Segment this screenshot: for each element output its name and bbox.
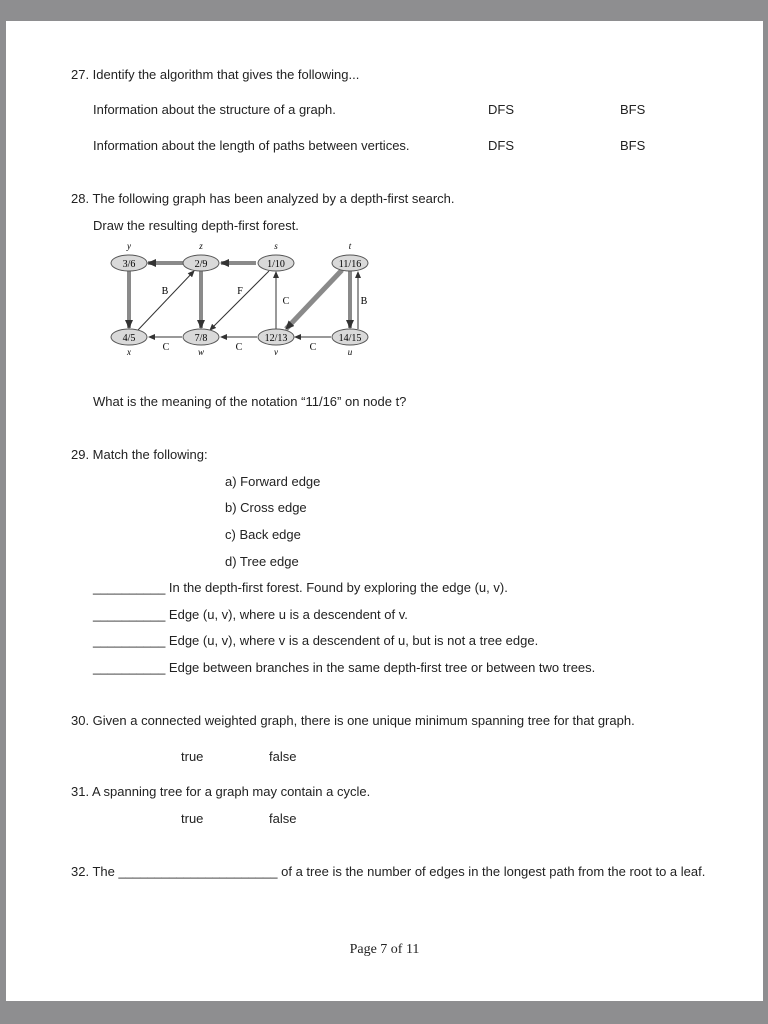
edge-label-v-u: C: [309, 342, 317, 353]
edge-label-x-w: C: [162, 342, 170, 353]
q29-option-c: c) Back edge: [225, 527, 301, 542]
q31-false-option[interactable]: false: [269, 811, 297, 826]
dfs-graph-figure: [96, 240, 376, 360]
vertex-s: [258, 255, 294, 271]
q29-option-a: a) Forward edge: [225, 474, 321, 489]
q31-question: 31. A spanning tree for a graph may contain a cycle.: [71, 784, 371, 799]
vertex-label-v: 12/13: [264, 333, 288, 344]
q30-false-option[interactable]: false: [269, 749, 297, 764]
vertex-label-y: 3/6: [122, 259, 136, 270]
q31-true-option[interactable]: true: [181, 811, 204, 826]
q29-option-b: b) Cross edge: [225, 500, 307, 515]
vertex-name-w: w: [197, 347, 205, 357]
vertex-u: [332, 329, 368, 345]
q27-row1-text: Information about the structure of a graph.: [93, 102, 336, 117]
q27-row1-dfs[interactable]: DFS: [488, 102, 514, 117]
vertex-label-w: 7/8: [194, 333, 208, 344]
back-edge-x-z: [138, 271, 194, 330]
vertex-name-z: z: [199, 241, 203, 251]
vertex-name-x: x: [127, 347, 131, 357]
vertex-label-t: 11/16: [338, 259, 362, 270]
vertex-name-v: v: [274, 347, 278, 357]
edge-label-v-s: C: [282, 296, 290, 307]
edge-label-u-t: B: [360, 296, 368, 307]
q29-blank-1[interactable]: __________ In the depth-first forest. Found by exploring the edge (u, v).: [93, 580, 508, 595]
vertex-z: [183, 255, 219, 271]
vertex-y: [111, 255, 147, 271]
q30-question: 30. Given a connected weighted graph, there is one unique minimum spanning tree for that graph.: [71, 713, 635, 728]
q27-row2-bfs[interactable]: BFS: [620, 138, 646, 153]
vertex-t: [332, 255, 368, 271]
vertex-name-s: s: [274, 241, 278, 251]
vertex-name-u: u: [347, 347, 353, 357]
q27-question: 27. Identify the algorithm that gives the following...: [71, 67, 360, 82]
q29-blank-4[interactable]: __________ Edge between branches in the same depth-first tree or between two trees.: [93, 660, 596, 675]
vertex-label-u: 14/15: [338, 333, 362, 344]
q30-true-option[interactable]: true: [181, 749, 204, 764]
vertex-label-z: 2/9: [194, 259, 208, 270]
q29-question: 29. Match the following:: [71, 447, 208, 462]
vertex-v: [258, 329, 294, 345]
q27-row1-bfs[interactable]: BFS: [620, 102, 646, 117]
document-page: [6, 21, 763, 1001]
q27-row2-dfs[interactable]: DFS: [488, 138, 514, 153]
forward-edge-s-w: [210, 271, 269, 330]
q28-instruction: Draw the resulting depth-first forest.: [93, 218, 299, 233]
q28-followup: What is the meaning of the notation “11/16” on node t?: [93, 394, 407, 409]
vertex-w: [183, 329, 219, 345]
q27-row2-text: Information about the length of paths between vertices.: [93, 138, 410, 153]
edge-label-s-w: F: [237, 286, 243, 297]
q29-blank-3[interactable]: __________ Edge (u, v), where v is a descendent of u, but is not a tree edge.: [93, 633, 539, 648]
edge-label-z-x: B: [161, 286, 169, 297]
vertex-x: [111, 329, 147, 345]
vertex-name-y: y: [127, 241, 131, 251]
vertex-label-s: 1/10: [267, 259, 285, 270]
vertex-name-t: t: [348, 241, 352, 251]
q28-question: 28. The following graph has been analyzed by a depth-first search.: [71, 191, 455, 206]
q29-option-d: d) Tree edge: [225, 554, 299, 569]
edge-label-w-v: C: [235, 342, 243, 353]
q32-question: 32. The ______________________ of a tree is the number of edges in the longest path from the root to a leaf.: [71, 864, 706, 879]
page-number: Page 7 of 11: [349, 942, 420, 957]
q29-blank-2[interactable]: __________ Edge (u, v), where u is a descendent of v.: [93, 607, 408, 622]
tree-edge-t-v: [286, 270, 342, 329]
vertex-label-x: 4/5: [122, 333, 136, 344]
